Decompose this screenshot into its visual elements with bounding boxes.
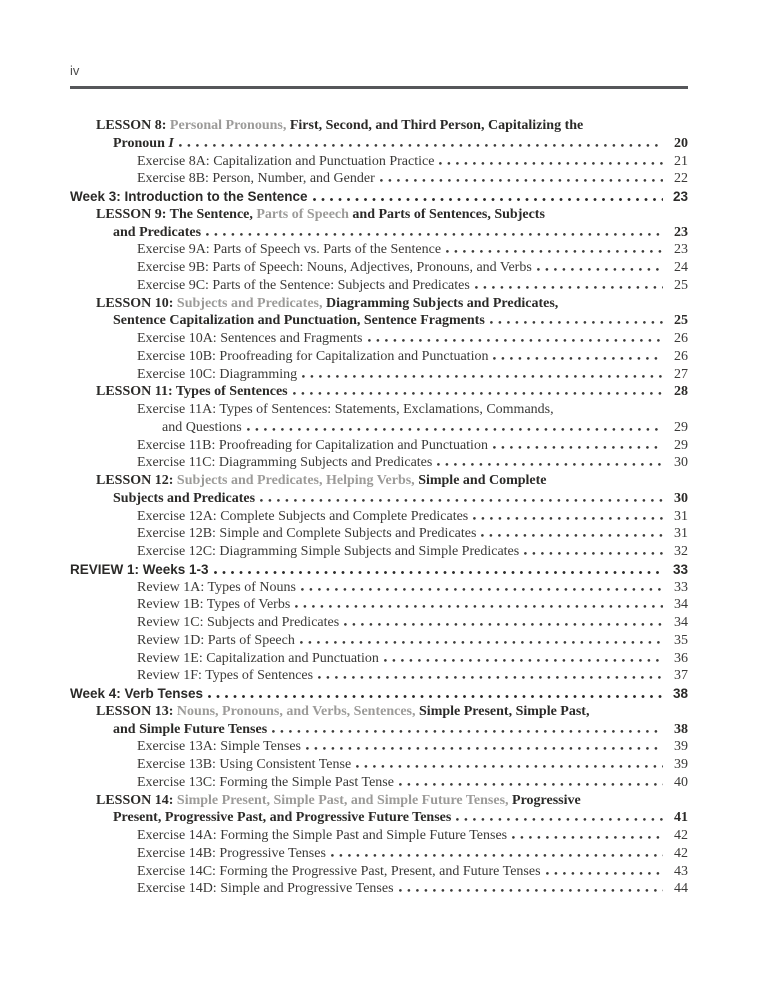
page-ref: 33	[674, 579, 688, 595]
toc-text-segment: Exercise 13A: Simple Tenses	[137, 739, 302, 755]
toc-text-segment: Exercise 11C: Diagramming Subjects and Predicates	[137, 455, 433, 471]
toc-entry-text	[96, 383, 288, 401]
toc-text-segment: Exercise 14B: Progressive Tenses	[137, 845, 326, 861]
toc-row	[70, 472, 688, 490]
toc-text-segment: Review 1A: Types of Nouns	[137, 579, 296, 595]
toc-text-segment: Pronoun	[113, 135, 169, 151]
toc-entry-text	[137, 579, 296, 597]
toc-entry-text	[137, 845, 326, 863]
toc-row	[70, 632, 688, 650]
toc-row	[70, 667, 688, 685]
toc-text-segment: Simple Present, Simple Past,	[419, 703, 590, 719]
toc-entry-text	[96, 206, 545, 224]
toc-row	[70, 312, 688, 330]
toc-text-segment: Nouns, Pronouns, and Verbs, Sentences,	[176, 703, 420, 719]
toc-row	[70, 224, 688, 242]
toc-row	[70, 738, 688, 756]
toc-text-segment: and Parts of Sentences, Subjects	[352, 206, 545, 222]
page-ref: 29	[674, 437, 688, 453]
toc-text-segment: Exercise 10A: Sentences and Fragments	[137, 331, 363, 346]
toc-entry-text	[113, 135, 174, 153]
dot-leader	[399, 783, 663, 786]
toc-entry-text	[96, 792, 581, 810]
toc-entry-text	[137, 277, 470, 295]
dot-leader	[399, 889, 663, 892]
toc-text-segment: Exercise 10C: Diagramming	[137, 366, 298, 382]
toc-entry-text	[137, 756, 351, 774]
toc-row	[70, 153, 688, 171]
toc-entry-text	[137, 774, 394, 792]
toc-entry-text	[96, 295, 558, 313]
toc-entry-text	[113, 224, 201, 242]
dot-leader	[260, 499, 663, 502]
toc-text-segment: Exercise 8B: Person, Number, and Gender	[137, 171, 375, 187]
dot-leader	[437, 463, 663, 466]
page-ref: 34	[674, 597, 688, 613]
toc-text-segment: Exercise 12A: Complete Subjects and Complete Predicates	[137, 508, 469, 524]
toc-text-segment: Exercise 13C: Forming the Simple Past Tense	[137, 774, 394, 790]
dot-leader	[512, 836, 663, 839]
page-ref: 42	[674, 828, 688, 843]
toc-entry-text	[137, 596, 290, 614]
toc-row	[70, 650, 688, 668]
toc-text-segment: Progressive	[512, 792, 581, 808]
toc-entry-text	[113, 809, 451, 827]
toc-entry-text	[96, 703, 589, 721]
toc-entry-text	[113, 490, 255, 508]
toc-row	[70, 454, 688, 472]
toc-text-segment: Exercise 13B: Using Consistent Tense	[137, 757, 352, 772]
dot-leader	[493, 357, 663, 360]
toc-text-segment: LESSON 13:	[96, 703, 177, 719]
toc-row	[70, 508, 688, 526]
toc-text-segment: Simple and Complete	[418, 473, 547, 488]
toc-row	[70, 117, 688, 135]
dot-leader	[493, 446, 663, 449]
toc-row	[70, 774, 688, 792]
dot-leader	[306, 747, 663, 750]
page-ref: 31	[674, 526, 688, 542]
toc-text-segment: Exercise 12C: Diagramming Simple Subjects and Simple Predicates	[137, 544, 520, 559]
toc-row	[70, 863, 688, 881]
toc-entry-text	[113, 312, 485, 330]
dot-leader	[524, 552, 663, 555]
page-number: iv	[70, 63, 80, 78]
toc-entry-text	[137, 241, 441, 259]
dot-leader	[313, 198, 663, 201]
dot-leader	[475, 286, 663, 289]
toc-row	[70, 614, 688, 632]
page-ref: 33	[672, 561, 688, 577]
toc-row	[70, 490, 688, 508]
toc-text-segment: Subjects and Predicates	[113, 490, 256, 506]
toc-text-segment: Review 1F: Types of Sentences	[137, 668, 314, 684]
dot-leader	[446, 250, 663, 253]
toc-entry-text	[137, 366, 297, 384]
toc-text-segment: REVIEW 1: Weeks 1-3	[70, 561, 209, 577]
dot-leader	[208, 695, 663, 698]
page-ref: 28	[674, 384, 688, 400]
toc-text-segment: Exercise 10B: Proofreading for Capitalization and Punctuation	[137, 348, 489, 364]
toc-entry-text	[137, 170, 375, 188]
page-ref: 39	[674, 757, 688, 772]
page-ref: 37	[674, 668, 688, 684]
page-ref: 38	[674, 721, 688, 737]
page-ref: 44	[674, 881, 688, 897]
page-ref: 25	[674, 313, 688, 329]
toc-entry-text	[70, 561, 209, 579]
dot-leader	[318, 676, 663, 679]
dot-leader	[537, 268, 663, 271]
toc-text-segment: Exercise 9A: Parts of Speech vs. Parts of the Sentence	[137, 242, 442, 258]
table-of-contents	[0, 89, 768, 898]
toc-text-segment: Review 1C: Subjects and Predicates	[137, 615, 340, 630]
toc-text-segment: Subjects and Predicates,	[176, 295, 326, 311]
dot-leader	[301, 588, 663, 591]
toc-entry-text	[113, 721, 267, 739]
toc-text-segment: Sentence Capitalization and Punctuation, Sentence Fragments	[113, 313, 485, 329]
toc-entry-text	[137, 738, 301, 756]
toc-row	[70, 437, 688, 455]
toc-entry-text	[137, 330, 363, 348]
toc-text-segment: LESSON 14:	[96, 792, 177, 808]
toc-row	[70, 703, 688, 721]
toc-row	[70, 330, 688, 348]
toc-row	[70, 827, 688, 845]
page-ref: 42	[674, 845, 688, 861]
page-ref: 23	[674, 242, 688, 258]
toc-text-segment: Parts of Speech	[256, 206, 353, 222]
toc-text-segment: LESSON 11: Types of Sentences	[96, 384, 288, 400]
toc-row	[70, 170, 688, 188]
toc-row	[70, 596, 688, 614]
toc-text-segment: Exercise 9B: Parts of Speech: Nouns, Adjectives, Pronouns, and Verbs	[137, 260, 532, 275]
dot-leader	[179, 144, 663, 147]
toc-text-segment: Week 4: Verb Tenses	[70, 686, 204, 701]
page-ref: 30	[674, 490, 688, 506]
page-ref: 23	[674, 224, 688, 240]
toc-text-segment: Exercise 14C: Forming the Progressive Past, Present, and Future Tenses	[137, 863, 541, 879]
page-ref: 40	[674, 774, 688, 790]
toc-row	[70, 259, 688, 277]
toc-row	[70, 188, 688, 206]
toc-row	[70, 756, 688, 774]
toc-entry-text	[137, 863, 541, 881]
toc-entry-text	[137, 632, 295, 650]
dot-leader	[206, 233, 663, 236]
page-ref: 35	[674, 632, 688, 648]
toc-text-segment: Exercise 8A: Capitalization and Punctuation Practice	[137, 153, 435, 169]
dot-leader	[300, 641, 663, 644]
dot-leader	[295, 605, 663, 608]
dot-leader	[380, 179, 663, 182]
toc-text-segment: LESSON 12:	[96, 473, 177, 488]
page-ref: 36	[674, 650, 688, 666]
dot-leader	[344, 623, 663, 626]
toc-text-segment: and Predicates	[113, 224, 202, 240]
page-ref: 26	[674, 348, 688, 364]
dot-leader	[214, 571, 663, 574]
toc-text-segment: Personal Pronouns,	[169, 118, 290, 133]
page-ref: 41	[674, 810, 688, 826]
dot-leader	[331, 854, 663, 857]
toc-text-segment: Exercise 11B: Proofreading for Capitalization and Punctuation	[137, 437, 488, 453]
toc-text-segment: First, Second, and Third Person, Capitalizing the	[289, 118, 584, 133]
page-ref: 39	[674, 739, 688, 755]
page-ref: 27	[674, 366, 688, 382]
page-ref: 38	[672, 686, 688, 701]
page-ref: 43	[674, 863, 688, 879]
toc-row	[70, 295, 688, 313]
toc-entry-text	[137, 454, 432, 472]
toc-text-segment: Exercise 11A: Types of Sentences: Statements, Exclamations, Commands,	[137, 402, 554, 417]
toc-text-segment: Exercise 14A: Forming the Simple Past and Simple Future Tenses	[137, 828, 508, 843]
toc-text-segment: Simple Present, Simple Past, and Simple Future Tenses,	[176, 792, 513, 808]
page-ref: 20	[674, 135, 688, 151]
page-ref: 22	[674, 171, 688, 187]
toc-text-segment: I	[168, 135, 174, 151]
toc-entry-text	[137, 650, 379, 668]
page-ref: 25	[674, 277, 688, 293]
dot-leader	[439, 162, 663, 165]
dot-leader	[356, 765, 663, 768]
toc-entry-text	[137, 508, 468, 526]
dot-leader	[456, 818, 663, 821]
dot-leader	[384, 659, 663, 662]
dot-leader	[490, 321, 663, 324]
toc-row	[70, 525, 688, 543]
toc-entry-text	[137, 348, 488, 366]
toc-row	[70, 383, 688, 401]
page-ref: 30	[674, 455, 688, 471]
toc-text-segment: Exercise 12B: Simple and Complete Subjects and Predicates	[137, 526, 477, 542]
toc-text-segment: LESSON 9: The Sentence,	[96, 206, 257, 222]
toc-entry-text	[137, 401, 554, 419]
page-header	[0, 0, 768, 89]
toc-text-segment: Diagramming Subjects and Predicates,	[326, 295, 559, 311]
toc-row	[70, 721, 688, 739]
dot-leader	[368, 339, 664, 342]
toc-text-segment: Review 1E: Capitalization and Punctuation	[137, 650, 379, 666]
toc-text-segment: Review 1B: Types of Verbs	[137, 597, 291, 613]
page-ref: 29	[674, 419, 688, 435]
toc-text-segment: LESSON 8:	[96, 118, 170, 133]
toc-text-segment: and Simple Future Tenses	[113, 721, 268, 737]
toc-entry-text	[137, 437, 488, 455]
toc-row	[70, 809, 688, 827]
toc-row	[70, 206, 688, 224]
toc-row	[70, 348, 688, 366]
dot-leader	[481, 534, 663, 537]
toc-row	[70, 401, 688, 419]
toc-text-segment: and Questions	[162, 419, 242, 435]
toc-entry-text	[96, 117, 583, 135]
page-ref: 26	[674, 331, 688, 346]
toc-entry-text	[137, 667, 313, 685]
toc-row	[70, 685, 688, 703]
page-ref: 21	[674, 153, 688, 169]
toc-text-segment: Review 1D: Parts of Speech	[137, 632, 295, 648]
dot-leader	[247, 428, 663, 431]
toc-row	[70, 366, 688, 384]
toc-row	[70, 579, 688, 597]
toc-row	[70, 135, 688, 153]
page-ref: 24	[674, 260, 688, 275]
toc-entry-text	[137, 153, 434, 171]
toc-text-segment: Subjects and Predicates, Helping Verbs,	[176, 473, 419, 488]
toc-row	[70, 792, 688, 810]
toc-entry-text	[137, 525, 476, 543]
dot-leader	[546, 872, 663, 875]
toc-row	[70, 845, 688, 863]
dot-leader	[473, 517, 663, 520]
dot-leader	[293, 392, 663, 395]
toc-row	[70, 277, 688, 295]
toc-row	[70, 561, 688, 579]
page-ref: 31	[674, 508, 688, 524]
toc-entry-text	[137, 543, 519, 561]
toc-text-segment: Exercise 9C: Parts of the Sentence: Subjects and Predicates	[137, 277, 470, 293]
dot-leader	[272, 730, 663, 733]
toc-entry-text	[137, 259, 532, 277]
toc-entry-text	[137, 827, 507, 845]
page-ref: 23	[672, 189, 688, 204]
toc-entry-text	[70, 188, 308, 206]
toc-row	[70, 241, 688, 259]
toc-entry-text	[162, 419, 242, 437]
toc-entry-text	[137, 880, 394, 898]
toc-row	[70, 419, 688, 437]
toc-text-segment: Present, Progressive Past, and Progressive Future Tenses	[113, 810, 452, 826]
toc-text-segment: Exercise 14D: Simple and Progressive Tenses	[137, 881, 394, 897]
dot-leader	[302, 375, 663, 378]
toc-row	[70, 543, 688, 561]
toc-row	[70, 880, 688, 898]
toc-entry-text	[70, 685, 203, 703]
toc-entry-text	[96, 472, 547, 490]
toc-text-segment: LESSON 10:	[96, 295, 177, 311]
toc-text-segment: Week 3: Introduction to the Sentence	[70, 189, 308, 204]
page-ref: 32	[674, 544, 688, 559]
toc-entry-text	[137, 614, 339, 632]
page-ref: 34	[674, 615, 688, 630]
